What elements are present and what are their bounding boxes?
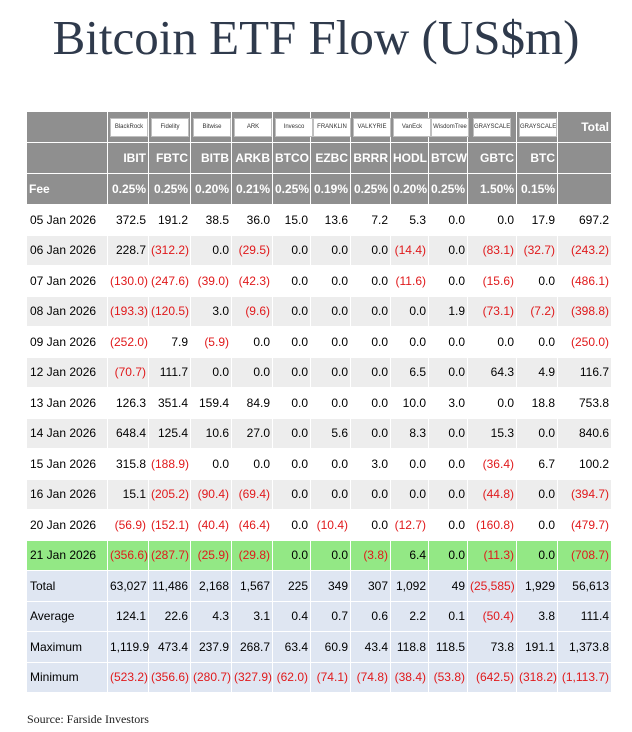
flow-cell: 0.0 xyxy=(468,388,516,418)
flow-cell: 228.7 xyxy=(108,236,148,266)
flow-cell: 0.0 xyxy=(517,266,557,296)
flow-cell: (160.8) xyxy=(468,510,516,540)
flow-cell: 0.0 xyxy=(517,327,557,357)
table-row xyxy=(27,297,611,327)
date-cell: 15 Jan 2026 xyxy=(27,449,107,479)
flow-cell: 0.0 xyxy=(311,388,350,418)
issuer-logo-blackrock: BlackRock xyxy=(110,118,148,137)
flow-cell: 0.0 xyxy=(273,388,310,418)
issuer-logo-vaneck: VanEck xyxy=(393,118,431,137)
flow-cell: 2.2 xyxy=(391,602,428,632)
flow-cell: (74.1) xyxy=(311,663,350,693)
flow-cell: 60.9 xyxy=(311,632,350,662)
flow-cell: 0.0 xyxy=(391,480,428,510)
fee-value: 0.15% xyxy=(517,174,557,204)
flow-cell: 0.0 xyxy=(273,419,310,449)
summary-label: Maximum xyxy=(27,632,107,662)
etf-flow-table xyxy=(26,111,612,693)
flow-cell: 0.0 xyxy=(311,480,350,510)
flow-cell: 0.0 xyxy=(429,419,467,449)
flow-cell: 22.6 xyxy=(149,602,190,632)
flow-cell: 0.0 xyxy=(351,297,390,327)
flow-cell: 3.8 xyxy=(517,602,557,632)
flow-cell: 4.3 xyxy=(191,602,231,632)
flow-cell: 0.0 xyxy=(429,510,467,540)
flow-cell: 5.6 xyxy=(311,419,350,449)
table-row xyxy=(27,449,611,479)
ticker-header: EZBC xyxy=(311,143,350,173)
flow-cell: (247.6) xyxy=(149,266,190,296)
flow-cell: 0.0 xyxy=(517,510,557,540)
flow-cell: (40.4) xyxy=(191,510,231,540)
total-cell: 116.7 xyxy=(558,358,611,388)
flow-cell: 0.0 xyxy=(351,388,390,418)
date-cell: 14 Jan 2026 xyxy=(27,419,107,449)
summary-row xyxy=(27,663,611,693)
summary-label: Minimum xyxy=(27,663,107,693)
flow-cell: 0.0 xyxy=(191,449,231,479)
issuer-logo-wisdomtree: WisdomTree xyxy=(431,118,469,137)
flow-cell: 0.6 xyxy=(351,602,390,632)
flow-cell: (356.6) xyxy=(108,541,148,571)
flow-cell: 0.0 xyxy=(468,205,516,235)
flow-cell: (14.4) xyxy=(391,236,428,266)
summary-row xyxy=(27,632,611,662)
flow-cell: (642.5) xyxy=(468,663,516,693)
flow-cell: 118.8 xyxy=(391,632,428,662)
total-cell: (398.8) xyxy=(558,297,611,327)
fee-value: 1.50% xyxy=(468,174,516,204)
flow-cell: 36.0 xyxy=(232,205,272,235)
flow-cell: (44.8) xyxy=(468,480,516,510)
flow-cell: 38.5 xyxy=(191,205,231,235)
flow-cell: 7.9 xyxy=(149,327,190,357)
date-cell: 06 Jan 2026 xyxy=(27,236,107,266)
flow-cell: (73.1) xyxy=(468,297,516,327)
flow-cell: 349 xyxy=(311,571,350,601)
flow-cell: 13.6 xyxy=(311,205,350,235)
flow-cell: 351.4 xyxy=(149,388,190,418)
ticker-header: GBTC xyxy=(468,143,516,173)
flow-cell: 315.8 xyxy=(108,449,148,479)
table-row xyxy=(27,236,611,266)
flow-cell: 0.0 xyxy=(273,510,310,540)
table-row xyxy=(27,480,611,510)
source-note: Source: Farside Investors xyxy=(27,712,149,726)
flow-cell: 372.5 xyxy=(108,205,148,235)
flow-cell: 0.0 xyxy=(351,266,390,296)
flow-cell: (188.9) xyxy=(149,449,190,479)
flow-cell: 15.1 xyxy=(108,480,148,510)
flow-cell: (32.7) xyxy=(517,236,557,266)
ticker-header: BTCW xyxy=(429,143,467,173)
flow-cell: (42.3) xyxy=(232,266,272,296)
total-cell: (243.2) xyxy=(558,236,611,266)
issuer-logo-invesco: Invesco xyxy=(275,118,313,137)
flow-cell: 0.4 xyxy=(273,602,310,632)
fee-row xyxy=(27,174,611,204)
flow-cell: (152.1) xyxy=(149,510,190,540)
flow-cell: 237.9 xyxy=(191,632,231,662)
flow-cell: 18.8 xyxy=(517,388,557,418)
flow-cell: 3.1 xyxy=(232,602,272,632)
flow-cell: 1.9 xyxy=(429,297,467,327)
flow-cell: 6.5 xyxy=(391,358,428,388)
issuer-logo-franklin: FRANKLIN xyxy=(313,118,351,137)
fee-value: 0.20% xyxy=(191,174,231,204)
total-cell: 753.8 xyxy=(558,388,611,418)
flow-cell: 1,567 xyxy=(232,571,272,601)
flow-cell: (120.5) xyxy=(149,297,190,327)
issuer-logo-ark: ARK xyxy=(234,118,272,137)
flow-cell: 0.0 xyxy=(311,541,350,571)
flow-cell: 0.0 xyxy=(273,449,310,479)
flow-cell: 49 xyxy=(429,571,467,601)
flow-cell: (25.9) xyxy=(191,541,231,571)
flow-cell: 191.2 xyxy=(149,205,190,235)
flow-cell: 7.2 xyxy=(351,205,390,235)
total-cell: 56,613 xyxy=(558,571,611,601)
fee-label: Fee xyxy=(27,174,107,204)
flow-cell: (90.4) xyxy=(191,480,231,510)
ticker-header: FBTC xyxy=(149,143,190,173)
total-cell: (1,113.7) xyxy=(558,663,611,693)
flow-cell: 11,486 xyxy=(149,571,190,601)
fee-value: 0.20% xyxy=(391,174,428,204)
flow-cell: 125.4 xyxy=(149,419,190,449)
fee-value: 0.19% xyxy=(311,174,350,204)
flow-cell: 648.4 xyxy=(108,419,148,449)
table-body xyxy=(27,112,611,692)
flow-cell: 0.0 xyxy=(232,358,272,388)
summary-row xyxy=(27,571,611,601)
total-cell: (479.7) xyxy=(558,510,611,540)
flow-cell: (9.6) xyxy=(232,297,272,327)
flow-cell: 27.0 xyxy=(232,419,272,449)
flow-cell: 15.3 xyxy=(468,419,516,449)
page-title: Bitcoin ETF Flow (US$m) xyxy=(52,10,580,65)
flow-cell: 1,119.9 xyxy=(108,632,148,662)
issuer-logo-fidelity: Fidelity xyxy=(151,118,189,137)
flow-cell: 0.0 xyxy=(311,327,350,357)
flow-cell: 0.0 xyxy=(429,205,467,235)
total-cell: (250.0) xyxy=(558,327,611,357)
flow-cell: 17.9 xyxy=(517,205,557,235)
flow-cell: 15.0 xyxy=(273,205,310,235)
flow-cell: 0.0 xyxy=(468,327,516,357)
logo-row xyxy=(27,112,611,142)
flow-cell: (356.6) xyxy=(149,663,190,693)
flow-cell: 43.4 xyxy=(351,632,390,662)
flow-cell: (36.4) xyxy=(468,449,516,479)
flow-cell: 124.1 xyxy=(108,602,148,632)
table-row xyxy=(27,510,611,540)
flow-cell: 268.7 xyxy=(232,632,272,662)
flow-cell: 0.0 xyxy=(191,358,231,388)
total-cell: 840.6 xyxy=(558,419,611,449)
summary-label: Total xyxy=(27,571,107,601)
ticker-header: IBIT xyxy=(108,143,148,173)
flow-cell: 225 xyxy=(273,571,310,601)
flow-cell: 0.0 xyxy=(391,327,428,357)
fee-value: 0.25% xyxy=(149,174,190,204)
flow-cell: (39.0) xyxy=(191,266,231,296)
flow-cell: 0.0 xyxy=(273,541,310,571)
date-cell: 13 Jan 2026 xyxy=(27,388,107,418)
flow-cell: 0.0 xyxy=(391,449,428,479)
flow-cell: 0.0 xyxy=(429,327,467,357)
flow-cell: 126.3 xyxy=(108,388,148,418)
ticker-row xyxy=(27,143,611,173)
flow-cell: 0.0 xyxy=(273,297,310,327)
flow-cell: 84.9 xyxy=(232,388,272,418)
flow-cell: (287.7) xyxy=(149,541,190,571)
flow-cell: 0.0 xyxy=(517,541,557,571)
flow-cell: 0.0 xyxy=(351,510,390,540)
flow-cell: 64.3 xyxy=(468,358,516,388)
flow-cell: 0.0 xyxy=(273,266,310,296)
fee-value: 0.25% xyxy=(429,174,467,204)
flow-cell: (25,585) xyxy=(468,571,516,601)
date-cell: 07 Jan 2026 xyxy=(27,266,107,296)
flow-cell: 118.5 xyxy=(429,632,467,662)
flow-cell: (523.2) xyxy=(108,663,148,693)
ticker-header: BTCO xyxy=(273,143,310,173)
flow-cell: 0.0 xyxy=(311,449,350,479)
flow-cell: 63.4 xyxy=(273,632,310,662)
flow-cell: 0.0 xyxy=(311,266,350,296)
ticker-header: BTC xyxy=(517,143,557,173)
flow-cell: 0.0 xyxy=(273,358,310,388)
issuer-logo-valkyrie: VALKYRIE xyxy=(353,118,391,137)
flow-cell: 0.0 xyxy=(429,266,467,296)
date-cell: 20 Jan 2026 xyxy=(27,510,107,540)
flow-cell: 0.0 xyxy=(311,236,350,266)
flow-cell: 0.0 xyxy=(273,480,310,510)
flow-cell: (327.9) xyxy=(232,663,272,693)
flow-cell: (5.9) xyxy=(191,327,231,357)
flow-cell: 191.1 xyxy=(517,632,557,662)
flow-cell: 4.9 xyxy=(517,358,557,388)
flow-cell: 0.0 xyxy=(351,419,390,449)
date-cell: 08 Jan 2026 xyxy=(27,297,107,327)
flow-cell: 0.0 xyxy=(311,358,350,388)
total-cell: (394.7) xyxy=(558,480,611,510)
date-cell: 16 Jan 2026 xyxy=(27,480,107,510)
flow-cell: (50.4) xyxy=(468,602,516,632)
flow-cell: (29.5) xyxy=(232,236,272,266)
flow-cell: 0.0 xyxy=(273,327,310,357)
table-row xyxy=(27,327,611,357)
flow-cell: 0.0 xyxy=(429,541,467,571)
flow-cell: 0.0 xyxy=(429,236,467,266)
flow-cell: 0.0 xyxy=(517,419,557,449)
ticker-header: BITB xyxy=(191,143,231,173)
flow-cell: (205.2) xyxy=(149,480,190,510)
date-cell: 21 Jan 2026 xyxy=(27,541,107,571)
flow-cell: 0.0 xyxy=(429,449,467,479)
flow-cell: 1,092 xyxy=(391,571,428,601)
total-cell: (708.7) xyxy=(558,541,611,571)
flow-cell: (53.8) xyxy=(429,663,467,693)
flow-cell: 10.0 xyxy=(391,388,428,418)
total-header: Total xyxy=(558,112,611,142)
etf-flow-table-container xyxy=(26,111,610,693)
table-row xyxy=(27,266,611,296)
table-row xyxy=(27,388,611,418)
flow-cell: 0.0 xyxy=(429,480,467,510)
flow-cell: (11.6) xyxy=(391,266,428,296)
issuer-logo-grayscale-gbtc: GRAYSCALE xyxy=(473,118,511,137)
flow-cell: 159.4 xyxy=(191,388,231,418)
fee-value: 0.25% xyxy=(273,174,310,204)
logo-corner xyxy=(27,112,107,142)
flow-cell: (83.1) xyxy=(468,236,516,266)
flow-cell: 0.0 xyxy=(273,236,310,266)
flow-cell: (3.8) xyxy=(351,541,390,571)
flow-cell: 0.0 xyxy=(351,480,390,510)
date-cell: 12 Jan 2026 xyxy=(27,358,107,388)
flow-cell: 73.8 xyxy=(468,632,516,662)
fee-value: 0.21% xyxy=(232,174,272,204)
fee-value: 0.25% xyxy=(108,174,148,204)
flow-cell: 6.7 xyxy=(517,449,557,479)
flow-cell: 8.3 xyxy=(391,419,428,449)
flow-cell: (193.3) xyxy=(108,297,148,327)
summary-label: Average xyxy=(27,602,107,632)
total-cell: (486.1) xyxy=(558,266,611,296)
flow-cell: 5.3 xyxy=(391,205,428,235)
table-row xyxy=(27,419,611,449)
flow-cell: 10.6 xyxy=(191,419,231,449)
flow-cell: 6.4 xyxy=(391,541,428,571)
flow-cell: (46.4) xyxy=(232,510,272,540)
flow-cell: 3.0 xyxy=(191,297,231,327)
flow-cell: 0.0 xyxy=(351,358,390,388)
total-cell: 100.2 xyxy=(558,449,611,479)
flow-cell: 0.0 xyxy=(517,480,557,510)
flow-cell: (15.6) xyxy=(468,266,516,296)
flow-cell: 2,168 xyxy=(191,571,231,601)
flow-cell: (312.2) xyxy=(149,236,190,266)
ticker-header: HODL xyxy=(391,143,428,173)
total-cell: 697.2 xyxy=(558,205,611,235)
flow-cell: (12.7) xyxy=(391,510,428,540)
summary-row xyxy=(27,602,611,632)
flow-cell: 0.0 xyxy=(429,358,467,388)
ticker-header: ARKB xyxy=(232,143,272,173)
flow-cell: (252.0) xyxy=(108,327,148,357)
table-row xyxy=(27,541,611,571)
flow-cell: 111.7 xyxy=(149,358,190,388)
flow-cell: (10.4) xyxy=(311,510,350,540)
flow-cell: (11.3) xyxy=(468,541,516,571)
flow-cell: 307 xyxy=(351,571,390,601)
flow-cell: 0.0 xyxy=(351,236,390,266)
flow-cell: (130.0) xyxy=(108,266,148,296)
flow-cell: (29.8) xyxy=(232,541,272,571)
flow-cell: 63,027 xyxy=(108,571,148,601)
flow-cell: (62.0) xyxy=(273,663,310,693)
flow-cell: 3.0 xyxy=(351,449,390,479)
flow-cell: 0.0 xyxy=(191,236,231,266)
flow-cell: (70.7) xyxy=(108,358,148,388)
ticker-header: BRRR xyxy=(351,143,390,173)
flow-cell: 473.4 xyxy=(149,632,190,662)
flow-cell: 0.0 xyxy=(232,327,272,357)
total-cell: 1,373.8 xyxy=(558,632,611,662)
flow-cell: (38.4) xyxy=(391,663,428,693)
flow-cell: 0.0 xyxy=(311,297,350,327)
flow-cell: (69.4) xyxy=(232,480,272,510)
date-cell: 09 Jan 2026 xyxy=(27,327,107,357)
total-cell: 111.4 xyxy=(558,602,611,632)
fee-value: 0.25% xyxy=(351,174,390,204)
flow-cell: 1,929 xyxy=(517,571,557,601)
table-row xyxy=(27,205,611,235)
flow-cell: 0.1 xyxy=(429,602,467,632)
flow-cell: 0.7 xyxy=(311,602,350,632)
flow-cell: 3.0 xyxy=(429,388,467,418)
table-row xyxy=(27,358,611,388)
issuer-logo-grayscale-btc: GRAYSCALE xyxy=(519,118,557,137)
flow-cell: (318.2) xyxy=(517,663,557,693)
issuer-logo-bitwise: Bitwise xyxy=(193,118,231,137)
flow-cell: 0.0 xyxy=(391,297,428,327)
flow-cell: (74.8) xyxy=(351,663,390,693)
flow-cell: (280.7) xyxy=(191,663,231,693)
date-cell: 05 Jan 2026 xyxy=(27,205,107,235)
flow-cell: (7.2) xyxy=(517,297,557,327)
flow-cell: (56.9) xyxy=(108,510,148,540)
flow-cell: 0.0 xyxy=(351,327,390,357)
flow-cell: 0.0 xyxy=(232,449,272,479)
